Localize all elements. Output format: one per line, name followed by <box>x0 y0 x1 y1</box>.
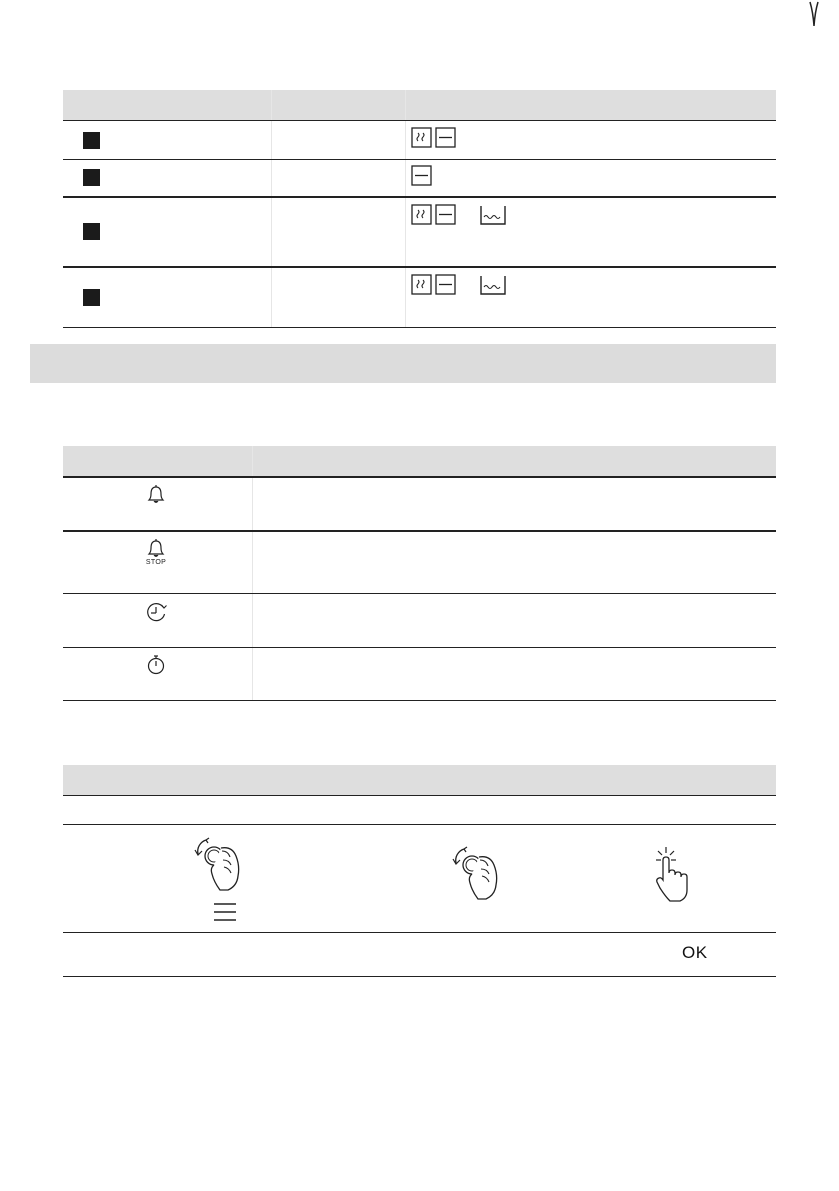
column-divider <box>252 446 253 701</box>
bell-stop-icon <box>146 538 166 560</box>
bell-stop-label: STOP <box>145 559 167 566</box>
column-divider <box>405 90 406 327</box>
row-marker-square <box>83 169 100 186</box>
grill-element-icon <box>436 128 455 147</box>
row-divider <box>63 593 776 594</box>
grill-element-icon <box>436 205 455 224</box>
row-divider <box>63 159 776 160</box>
table-header <box>63 90 776 120</box>
heater-icon <box>411 274 511 296</box>
row-divider <box>63 824 776 825</box>
row-marker-square <box>83 132 100 149</box>
row-marker-square <box>83 289 100 306</box>
row-divider <box>63 795 776 796</box>
heater-icon <box>411 127 463 149</box>
column-divider <box>271 90 272 327</box>
row-divider <box>63 120 776 121</box>
menu-icon <box>213 901 237 923</box>
row-divider <box>63 647 776 648</box>
heater-icon <box>411 204 511 226</box>
tap-icon <box>650 846 696 904</box>
water-tray-icon <box>481 276 505 294</box>
page-edge-mark <box>808 0 820 28</box>
row-divider <box>63 530 776 532</box>
grill-element-icon <box>436 275 455 294</box>
table-header <box>63 765 776 795</box>
table-bottom-line <box>63 700 776 701</box>
row-divider <box>63 196 776 198</box>
ok-label: OK <box>682 943 708 962</box>
row-divider <box>63 932 776 933</box>
table-bottom-line <box>63 976 776 977</box>
knob-turn-menu-icon <box>192 834 254 896</box>
knob-turn-icon <box>450 843 512 905</box>
table-header <box>63 446 776 476</box>
water-tray-icon <box>481 206 505 224</box>
bell-icon <box>146 484 166 506</box>
row-marker-square <box>83 223 100 240</box>
stopwatch-icon <box>146 654 168 676</box>
end-time-clock-icon <box>146 602 168 624</box>
row-divider <box>63 476 776 478</box>
section-heading-band <box>30 344 776 383</box>
grill-element-icon <box>411 165 433 187</box>
row-divider <box>63 266 776 268</box>
table-bottom-line <box>63 327 776 328</box>
